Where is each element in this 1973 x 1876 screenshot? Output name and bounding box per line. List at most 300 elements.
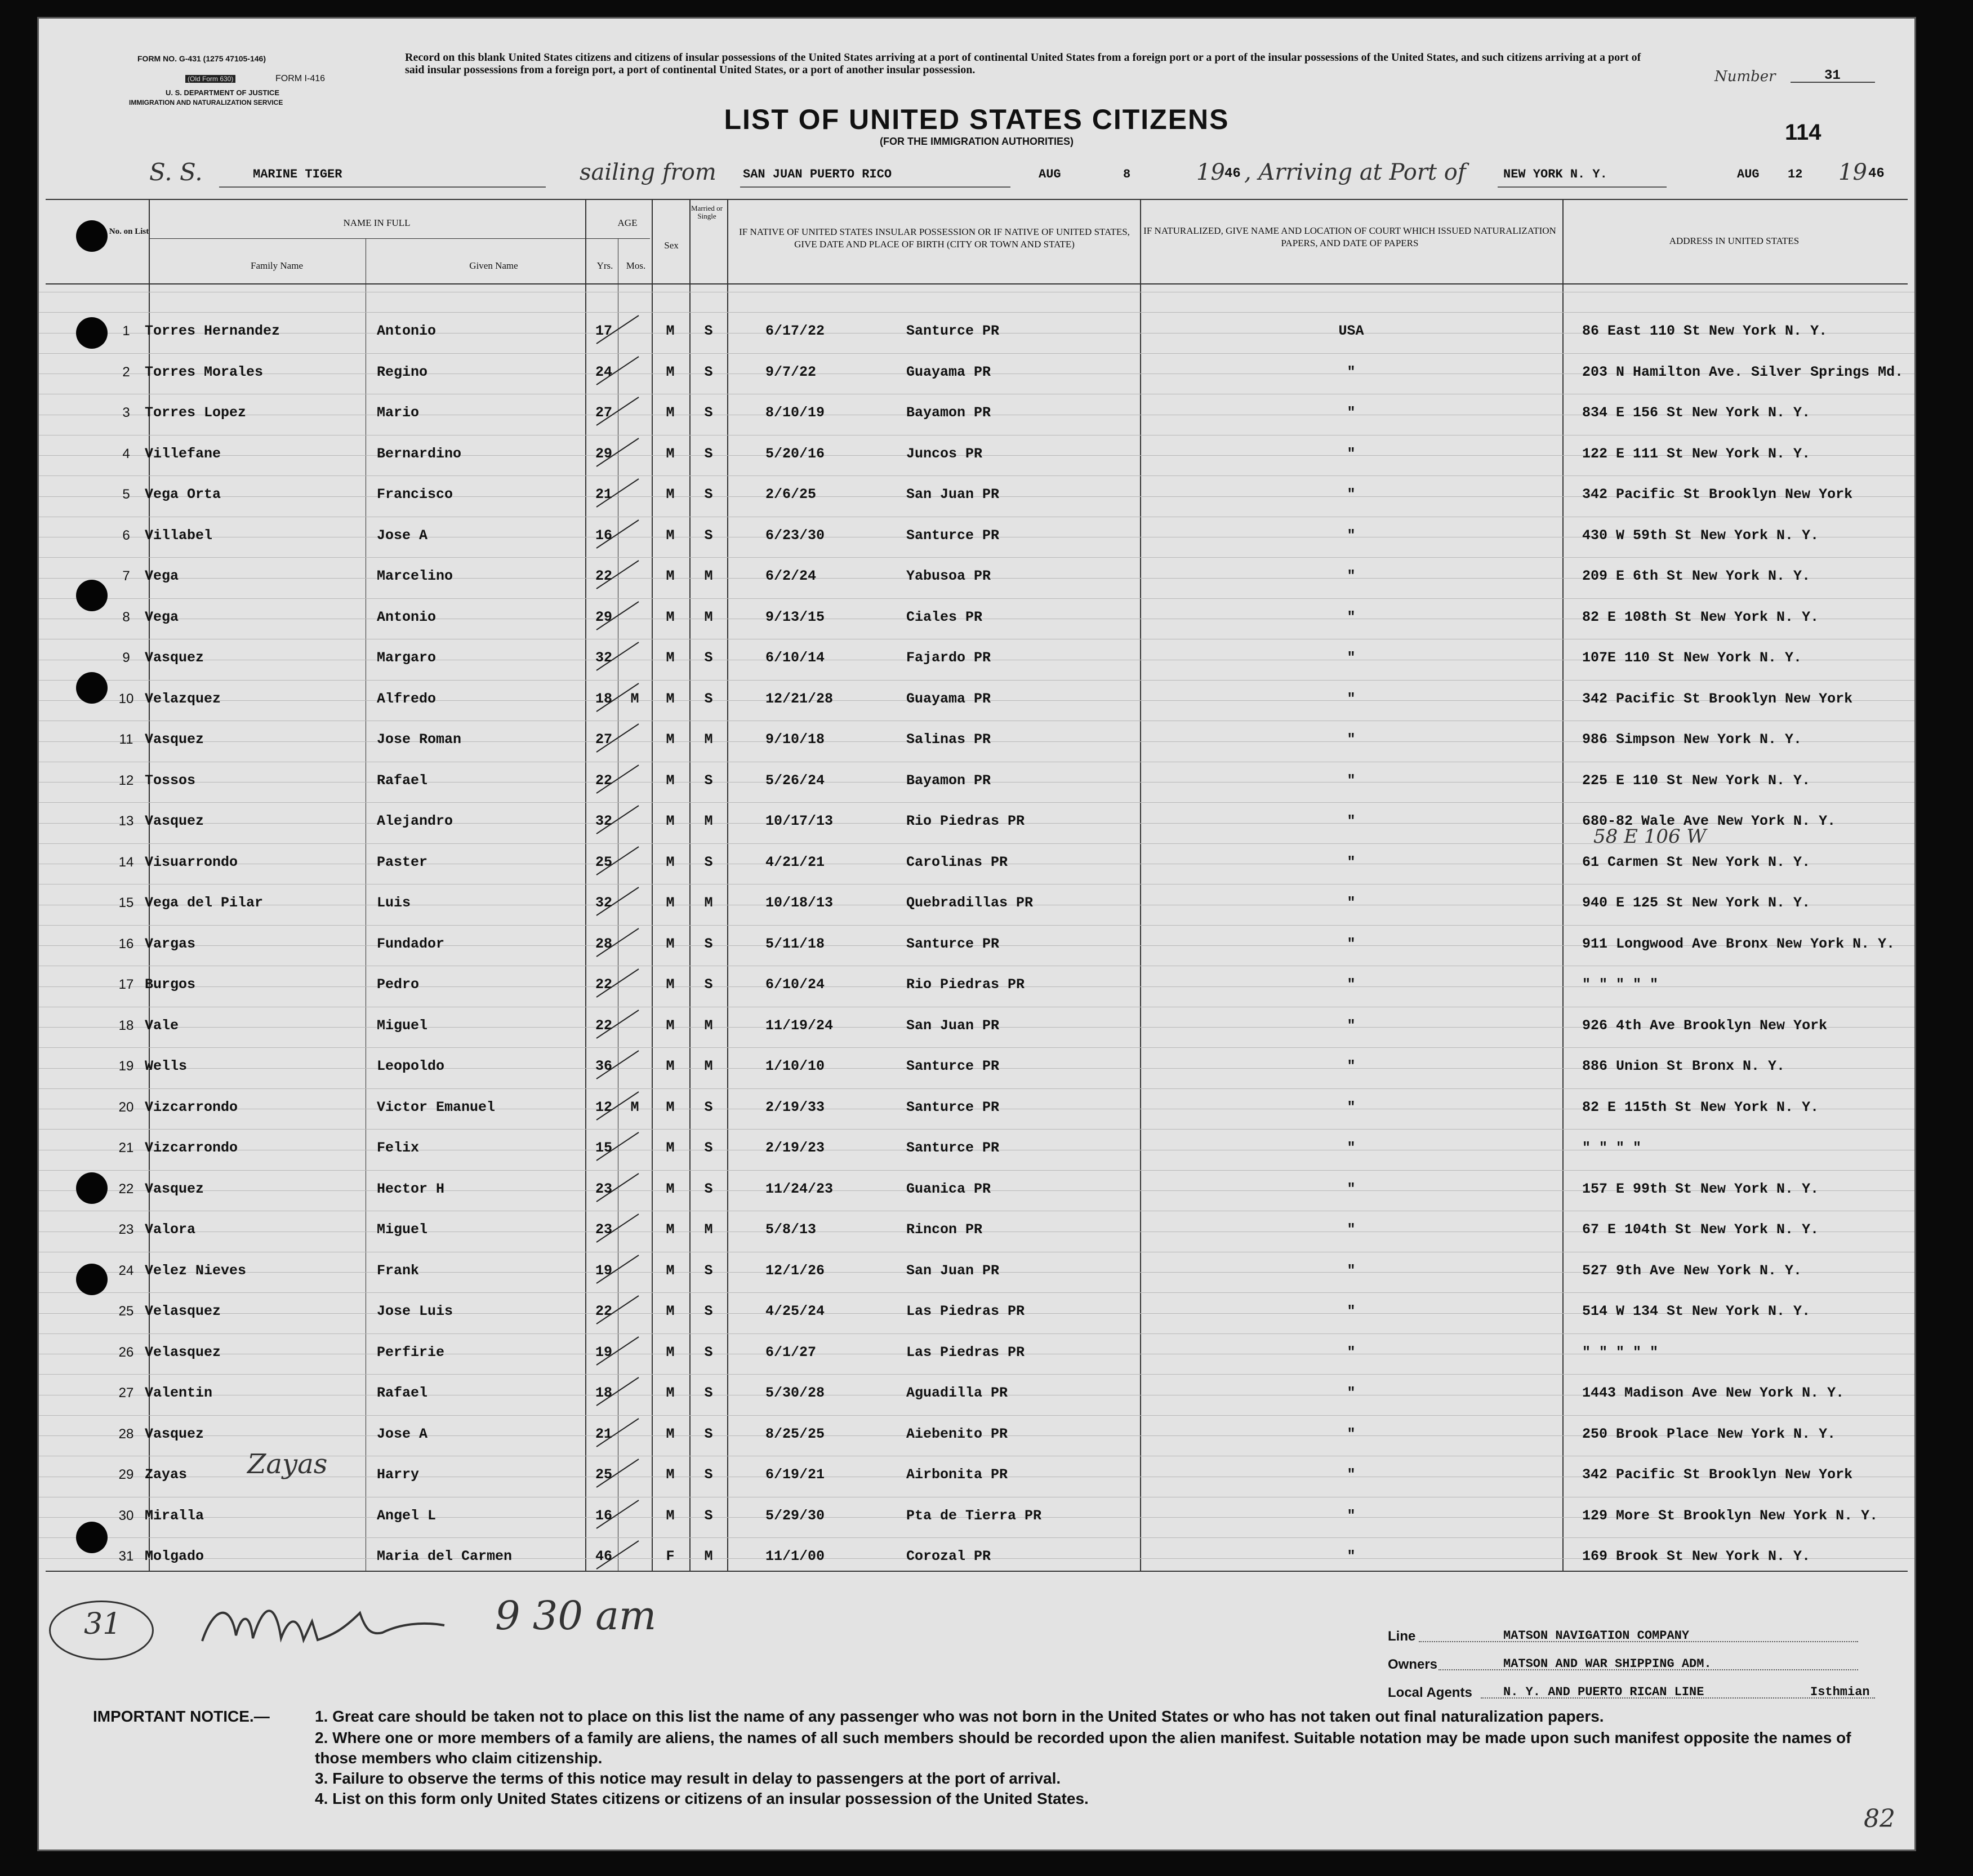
marital-status: S bbox=[704, 404, 713, 421]
age-years: 36 bbox=[595, 1058, 612, 1074]
birth-place: Aiebenito PR bbox=[906, 1425, 1008, 1442]
sex: M bbox=[666, 1262, 675, 1279]
address: 122 E 111 St New York N. Y. bbox=[1582, 445, 1811, 462]
marital-status: M bbox=[704, 731, 713, 748]
naturalization: " bbox=[1347, 1058, 1356, 1074]
birth-date: 8/10/19 bbox=[765, 404, 825, 421]
arrive-year: 46 bbox=[1868, 166, 1885, 181]
birth-place: Corozal PR bbox=[906, 1548, 991, 1564]
family-name: Burgos bbox=[145, 976, 196, 993]
check-mark bbox=[594, 1048, 644, 1082]
check-mark bbox=[594, 1007, 644, 1041]
table-bottom-rule bbox=[46, 1571, 1908, 1572]
birth-place: Las Piedras PR bbox=[906, 1303, 1025, 1319]
col-no-header: No. on List bbox=[109, 227, 149, 236]
birth-date: 11/19/24 bbox=[765, 1017, 834, 1034]
punch-hole bbox=[76, 1264, 108, 1295]
sex: M bbox=[666, 568, 675, 584]
birth-date: 6/1/27 bbox=[765, 1344, 817, 1361]
naturalization: " bbox=[1347, 608, 1356, 625]
old-form-label: (Old Form 630) bbox=[185, 75, 235, 83]
naturalization: " bbox=[1347, 1548, 1356, 1564]
age-years: 19 bbox=[595, 1344, 612, 1361]
birth-date: 4/21/21 bbox=[765, 853, 825, 870]
given-name: Alejandro bbox=[377, 813, 453, 829]
marital-status: S bbox=[704, 1425, 713, 1442]
check-mark bbox=[594, 721, 644, 755]
naturalization: " bbox=[1347, 1099, 1356, 1115]
marital-status: S bbox=[704, 1303, 713, 1319]
age-years: 46 bbox=[595, 1548, 612, 1564]
given-name: Victor Emanuel bbox=[377, 1099, 496, 1115]
given-name: Jose A bbox=[377, 527, 428, 544]
birth-place: Bayamon PR bbox=[906, 772, 991, 789]
sex: M bbox=[666, 772, 675, 789]
birth-place: Santurce PR bbox=[906, 323, 1000, 339]
family-name: Valora bbox=[145, 1221, 196, 1238]
given-name: Miguel bbox=[377, 1221, 428, 1238]
agents-value: N. Y. AND PUERTO RICAN LINE bbox=[1503, 1685, 1704, 1699]
birth-place: Ciales PR bbox=[906, 608, 983, 625]
naturalization: " bbox=[1347, 935, 1356, 952]
address: 886 Union St Bronx N. Y. bbox=[1582, 1058, 1785, 1074]
check-mark bbox=[594, 762, 644, 796]
sex: M bbox=[666, 813, 675, 829]
col-naturalized-header: IF NATURALIZED, GIVE NAME AND LOCATION OF COURT WHICH ISSUED NATURALIZATION PAPERS, AND DATE OF PAPERS bbox=[1143, 225, 1556, 248]
naturalization: " bbox=[1347, 1221, 1356, 1238]
family-name: Torres Hernandez bbox=[145, 323, 280, 339]
family-name: Velasquez bbox=[145, 1303, 221, 1319]
sex: M bbox=[666, 1425, 675, 1442]
address: " " " " bbox=[1582, 1140, 1642, 1156]
row-number: 11 bbox=[119, 732, 133, 747]
birth-date: 5/29/30 bbox=[765, 1507, 825, 1524]
handwritten-address-correction: 58 E 106 W bbox=[1593, 825, 1707, 848]
birth-place: San Juan PR bbox=[906, 486, 1000, 503]
given-name: Paster bbox=[377, 853, 428, 870]
family-name: Vega Orta bbox=[145, 486, 221, 503]
birth-date: 9/13/15 bbox=[765, 608, 825, 625]
birth-place: San Juan PR bbox=[906, 1017, 1000, 1034]
department-label: U. S. DEPARTMENT OF JUSTICE bbox=[166, 88, 279, 97]
row-number: 7 bbox=[122, 568, 130, 584]
age-years: 25 bbox=[595, 853, 612, 870]
sailing-label: sailing from bbox=[580, 159, 716, 185]
birth-date: 9/10/18 bbox=[765, 731, 825, 748]
given-name: Francisco bbox=[377, 486, 453, 503]
address: 986 Simpson New York N. Y. bbox=[1582, 731, 1802, 748]
given-name: Jose A bbox=[377, 1425, 428, 1442]
birth-date: 6/10/14 bbox=[765, 650, 825, 666]
address: 67 E 104th St New York N. Y. bbox=[1582, 1221, 1819, 1238]
age-years: 22 bbox=[595, 1303, 612, 1319]
check-mark bbox=[594, 1252, 644, 1286]
family-name: Tossos bbox=[145, 772, 196, 789]
col-married-header: Married or Single bbox=[691, 204, 723, 220]
marital-status: S bbox=[704, 853, 713, 870]
marital-status: S bbox=[704, 1507, 713, 1524]
check-mark bbox=[594, 1416, 644, 1450]
naturalization: " bbox=[1347, 772, 1356, 789]
age-years: 32 bbox=[595, 895, 612, 911]
given-name: Mario bbox=[377, 404, 420, 421]
marital-status: M bbox=[704, 568, 713, 584]
row-number: 8 bbox=[122, 609, 130, 625]
birth-date: 2/19/23 bbox=[765, 1140, 825, 1156]
birth-date: 4/25/24 bbox=[765, 1303, 825, 1319]
family-name: Vasquez bbox=[145, 650, 204, 666]
address: 834 E 156 St New York N. Y. bbox=[1582, 404, 1811, 421]
sex: M bbox=[666, 690, 675, 707]
given-name: Rafael bbox=[377, 772, 428, 789]
age-years: 16 bbox=[595, 527, 612, 544]
age-years: 28 bbox=[595, 935, 612, 952]
family-name: Vizcarrondo bbox=[145, 1140, 238, 1156]
age-years: 27 bbox=[595, 731, 612, 748]
sex: M bbox=[666, 650, 675, 666]
family-name: Vasquez bbox=[145, 731, 204, 748]
address: 157 E 99th St New York N. Y. bbox=[1582, 1180, 1819, 1197]
notice-4: 4. List on this form only United States citizens or citizens of an insular possession of the United States. bbox=[315, 1790, 1089, 1807]
given-name: Angel L bbox=[377, 1507, 437, 1524]
birth-place: Rio Piedras PR bbox=[906, 976, 1025, 993]
marital-status: M bbox=[704, 1017, 713, 1034]
sex: M bbox=[666, 1344, 675, 1361]
to-underline bbox=[1498, 186, 1667, 188]
family-name: Valentin bbox=[145, 1385, 213, 1401]
birth-place: Carolinas PR bbox=[906, 853, 1008, 870]
birth-date: 5/11/18 bbox=[765, 935, 825, 952]
sex: M bbox=[666, 323, 675, 339]
marital-status: S bbox=[704, 527, 713, 544]
age-years: 16 bbox=[595, 1507, 612, 1524]
ruled-line bbox=[39, 802, 1914, 803]
age-years: 22 bbox=[595, 772, 612, 789]
given-name: Jose Roman bbox=[377, 731, 462, 748]
check-mark bbox=[594, 1130, 644, 1163]
row-number: 27 bbox=[118, 1385, 134, 1401]
given-name: Margaro bbox=[377, 650, 437, 666]
birth-date: 5/20/16 bbox=[765, 445, 825, 462]
birth-date: 10/17/13 bbox=[765, 813, 834, 829]
given-name: Marcelino bbox=[377, 568, 453, 584]
birth-date: 6/2/24 bbox=[765, 568, 817, 584]
circled-count: 31 bbox=[84, 1607, 122, 1641]
ruled-line bbox=[39, 312, 1914, 313]
given-name: Antonio bbox=[377, 608, 437, 625]
naturalization: " bbox=[1347, 813, 1356, 829]
family-name: Zayas bbox=[145, 1466, 188, 1483]
age-years: 21 bbox=[595, 1425, 612, 1442]
ship-name: MARINE TIGER bbox=[253, 167, 342, 181]
given-name: Regino bbox=[377, 363, 428, 380]
row-number: 19 bbox=[118, 1059, 134, 1074]
given-name: Harry bbox=[377, 1466, 420, 1483]
row-number: 6 bbox=[122, 527, 130, 543]
row-number: 14 bbox=[118, 854, 134, 870]
sex: M bbox=[666, 976, 675, 993]
birth-place: Santurce PR bbox=[906, 935, 1000, 952]
family-name: Vega bbox=[145, 568, 179, 584]
check-mark bbox=[594, 1497, 644, 1531]
naturalization: " bbox=[1347, 363, 1356, 380]
marital-status: S bbox=[704, 650, 713, 666]
birth-date: 11/1/00 bbox=[765, 1548, 825, 1564]
family-name: Miralla bbox=[145, 1507, 204, 1524]
row-number: 20 bbox=[118, 1099, 134, 1115]
row-number: 23 bbox=[118, 1222, 134, 1237]
line-value: MATSON NAVIGATION COMPANY bbox=[1503, 1629, 1690, 1643]
address: 82 E 108th St New York N. Y. bbox=[1582, 608, 1819, 625]
family-name: Velasquez bbox=[145, 1344, 221, 1361]
family-name: Vasquez bbox=[145, 1425, 204, 1442]
row-number: 16 bbox=[118, 936, 134, 952]
owners-label: Owners bbox=[1388, 1657, 1438, 1672]
handwritten-zayas: Zayas bbox=[247, 1448, 328, 1480]
arriving-label: , Arriving at Port of bbox=[1244, 159, 1466, 185]
age-years: 25 bbox=[595, 1466, 612, 1483]
age-months: M bbox=[630, 690, 639, 707]
naturalization: " bbox=[1347, 404, 1356, 421]
naturalization: " bbox=[1347, 1140, 1356, 1156]
from-port: SAN JUAN PUERTO RICO bbox=[743, 167, 892, 181]
birth-date: 10/18/13 bbox=[765, 895, 834, 911]
naturalization: " bbox=[1347, 650, 1356, 666]
given-name: Perfirie bbox=[377, 1344, 445, 1361]
birth-date: 5/30/28 bbox=[765, 1385, 825, 1401]
check-mark bbox=[594, 435, 644, 469]
marital-status: M bbox=[704, 1221, 713, 1238]
col-sex-header: Sex bbox=[664, 240, 679, 251]
row-number: 4 bbox=[122, 446, 130, 461]
given-name: Maria del Carmen bbox=[377, 1548, 513, 1564]
birth-place: Las Piedras PR bbox=[906, 1344, 1025, 1361]
address: " " " " " bbox=[1582, 976, 1659, 993]
check-mark bbox=[594, 639, 644, 673]
family-name: Vale bbox=[145, 1017, 179, 1034]
given-name: Frank bbox=[377, 1262, 420, 1279]
check-mark bbox=[594, 1293, 644, 1327]
marital-status: S bbox=[704, 1099, 713, 1115]
given-name: Leopoldo bbox=[377, 1058, 445, 1074]
age-years: 21 bbox=[595, 486, 612, 503]
marital-status: S bbox=[704, 772, 713, 789]
sex: M bbox=[666, 527, 675, 544]
check-mark bbox=[594, 1334, 644, 1368]
birth-place: Yabusoa PR bbox=[906, 568, 991, 584]
name-subheader-rule bbox=[149, 238, 599, 239]
address: 342 Pacific St Brooklyn New York bbox=[1582, 690, 1853, 707]
row-number: 17 bbox=[118, 977, 134, 992]
header-bottom-rule bbox=[46, 283, 1908, 284]
family-name: Vasquez bbox=[145, 813, 204, 829]
naturalization: " bbox=[1347, 731, 1356, 748]
agents-label: Local Agents bbox=[1388, 1685, 1472, 1700]
ruled-line bbox=[39, 680, 1914, 681]
family-name: Molgado bbox=[145, 1548, 204, 1564]
family-name: Vizcarrondo bbox=[145, 1099, 238, 1115]
row-number: 24 bbox=[118, 1262, 134, 1278]
birth-place: Rincon PR bbox=[906, 1221, 983, 1238]
address: 342 Pacific St Brooklyn New York bbox=[1582, 1466, 1853, 1483]
check-mark bbox=[594, 926, 644, 959]
given-name: Fundador bbox=[377, 935, 445, 952]
to-port: NEW YORK N. Y. bbox=[1503, 167, 1607, 181]
family-name: Vega bbox=[145, 608, 179, 625]
age-years: 17 bbox=[595, 323, 612, 339]
naturalization: " bbox=[1347, 1017, 1356, 1034]
address: 203 N Hamilton Ave. Silver Springs Md. bbox=[1582, 363, 1904, 380]
arrive-month: AUG bbox=[1737, 167, 1760, 181]
birth-date: 8/25/25 bbox=[765, 1425, 825, 1442]
naturalization: " bbox=[1347, 1385, 1356, 1401]
age-years: 27 bbox=[595, 404, 612, 421]
naturalization: " bbox=[1347, 1303, 1356, 1319]
check-mark bbox=[594, 1171, 644, 1204]
birth-date: 11/24/23 bbox=[765, 1180, 834, 1197]
inspector-signature bbox=[197, 1590, 456, 1658]
col-yrs-header: Yrs. bbox=[596, 260, 613, 271]
depart-year: 46 bbox=[1224, 166, 1241, 181]
birth-place: Fajardo PR bbox=[906, 650, 991, 666]
family-name: Velez Nieves bbox=[145, 1262, 247, 1279]
check-mark bbox=[594, 803, 644, 837]
address: 169 Brook St New York N. Y. bbox=[1582, 1548, 1811, 1564]
row-number: 25 bbox=[118, 1304, 134, 1319]
family-name: Villabel bbox=[145, 527, 213, 544]
depart-day: 8 bbox=[1123, 167, 1131, 181]
naturalization: " bbox=[1347, 895, 1356, 911]
age-years: 22 bbox=[595, 1017, 612, 1034]
year-prefix-2: 19 bbox=[1838, 159, 1867, 185]
naturalization: " bbox=[1347, 1507, 1356, 1524]
given-name: Felix bbox=[377, 1140, 420, 1156]
ruled-line bbox=[39, 1333, 1914, 1334]
marital-status: S bbox=[704, 1466, 713, 1483]
row-number: 9 bbox=[122, 650, 130, 665]
ruled-line bbox=[39, 1088, 1914, 1089]
address: 82 E 115th St New York N. Y. bbox=[1582, 1099, 1819, 1115]
col-rule-married bbox=[727, 199, 728, 1571]
sex: M bbox=[666, 1099, 675, 1115]
marital-status: S bbox=[704, 690, 713, 707]
col-given-header: Given Name bbox=[469, 260, 518, 271]
sex: M bbox=[666, 853, 675, 870]
row-number: 29 bbox=[118, 1467, 134, 1482]
check-mark bbox=[594, 844, 644, 878]
marital-status: S bbox=[704, 1180, 713, 1197]
naturalization: " bbox=[1347, 1344, 1356, 1361]
notice-title: IMPORTANT NOTICE.— bbox=[93, 1708, 270, 1725]
notice-3: 3. Failure to observe the terms of this notice may result in delay to passengers at the port of arrival. bbox=[315, 1770, 1061, 1787]
given-name: Antonio bbox=[377, 323, 437, 339]
age-years: 18 bbox=[595, 1385, 612, 1401]
age-years: 22 bbox=[595, 976, 612, 993]
ruled-line bbox=[39, 557, 1914, 558]
address: 86 East 110 St New York N. Y. bbox=[1582, 323, 1828, 339]
sex: M bbox=[666, 445, 675, 462]
birth-place: Bayamon PR bbox=[906, 404, 991, 421]
birth-date: 2/6/25 bbox=[765, 486, 817, 503]
birth-place: Guanica PR bbox=[906, 1180, 991, 1197]
age-years: 15 bbox=[595, 1140, 612, 1156]
address: 1443 Madison Ave New York N. Y. bbox=[1582, 1385, 1845, 1401]
naturalization: " bbox=[1347, 1180, 1356, 1197]
sex: M bbox=[666, 608, 675, 625]
row-number: 13 bbox=[118, 813, 134, 829]
ruled-line bbox=[39, 598, 1914, 599]
row-number: 12 bbox=[118, 772, 134, 788]
corner-mark: 82 bbox=[1864, 1804, 1895, 1833]
age-years: 32 bbox=[595, 813, 612, 829]
birth-place: Aguadilla PR bbox=[906, 1385, 1008, 1401]
age-years: 22 bbox=[595, 568, 612, 584]
address: 680-82 Wale Ave New York N. Y. bbox=[1582, 813, 1836, 829]
check-mark bbox=[594, 599, 644, 633]
page-subtitle: (FOR THE IMMIGRATION AUTHORITIES) bbox=[880, 136, 1074, 147]
ruled-line bbox=[39, 475, 1914, 476]
col-mos-header: Mos. bbox=[626, 260, 646, 271]
ruled-line bbox=[39, 925, 1914, 926]
sex: M bbox=[666, 1507, 675, 1524]
birth-place: Santurce PR bbox=[906, 1058, 1000, 1074]
address: 209 E 6th St New York N. Y. bbox=[1582, 568, 1811, 584]
time-stamp: 9 30 am bbox=[495, 1593, 657, 1639]
birth-date: 2/19/33 bbox=[765, 1099, 825, 1115]
row-number: 1 bbox=[122, 323, 130, 339]
marital-status: S bbox=[704, 935, 713, 952]
sex: M bbox=[666, 1058, 675, 1074]
age-months: M bbox=[630, 1099, 639, 1115]
birth-place: San Juan PR bbox=[906, 1262, 1000, 1279]
ruled-line bbox=[39, 1047, 1914, 1048]
birth-date: 6/10/24 bbox=[765, 976, 825, 993]
marital-status: M bbox=[704, 1548, 713, 1564]
header-top-rule bbox=[46, 199, 1908, 200]
owners-value: MATSON AND WAR SHIPPING ADM. bbox=[1503, 1657, 1712, 1671]
instructions-text: Record on this blank United States citizens and citizens of insular possessions of the United States arriving at a port of continental United States from a foreign port or a port of the insular possessions of the United States, and such citizens arriving at a port of said insular possessions from a foreign port, a port of continental United States, or a port of another insular possession. bbox=[405, 51, 1641, 76]
sex: M bbox=[666, 1221, 675, 1238]
check-mark bbox=[594, 966, 644, 1000]
age-years: 29 bbox=[595, 608, 612, 625]
row-number: 18 bbox=[118, 1017, 134, 1033]
ruled-line bbox=[39, 353, 1914, 354]
col-age-header: AGE bbox=[617, 217, 638, 228]
marital-status: S bbox=[704, 1344, 713, 1361]
check-mark bbox=[594, 1456, 644, 1490]
sex: M bbox=[666, 1140, 675, 1156]
check-mark bbox=[594, 1089, 644, 1123]
age-years: 24 bbox=[595, 363, 612, 380]
notice-1: 1. Great care should be taken not to place on this list the name of any passenger who was not born in the United States or who has not taken out final naturalization papers. bbox=[315, 1708, 1604, 1725]
birth-place: Pta de Tierra PR bbox=[906, 1507, 1042, 1524]
marital-status: M bbox=[704, 895, 713, 911]
family-name: Villefane bbox=[145, 445, 221, 462]
given-name: Bernardino bbox=[377, 445, 462, 462]
naturalization: " bbox=[1347, 568, 1356, 584]
sex: M bbox=[666, 731, 675, 748]
check-mark bbox=[594, 476, 644, 510]
age-years: 23 bbox=[595, 1180, 612, 1197]
row-number: 15 bbox=[118, 895, 134, 910]
address: 430 W 59th St New York N. Y. bbox=[1582, 527, 1819, 544]
ruled-line bbox=[39, 1374, 1914, 1375]
address: " " " " " bbox=[1582, 1344, 1659, 1361]
form-number: FORM NO. G-431 (1275 47105-146) bbox=[137, 54, 266, 63]
row-number: 5 bbox=[122, 487, 130, 502]
birth-place: Rio Piedras PR bbox=[906, 813, 1025, 829]
check-mark bbox=[594, 354, 644, 388]
